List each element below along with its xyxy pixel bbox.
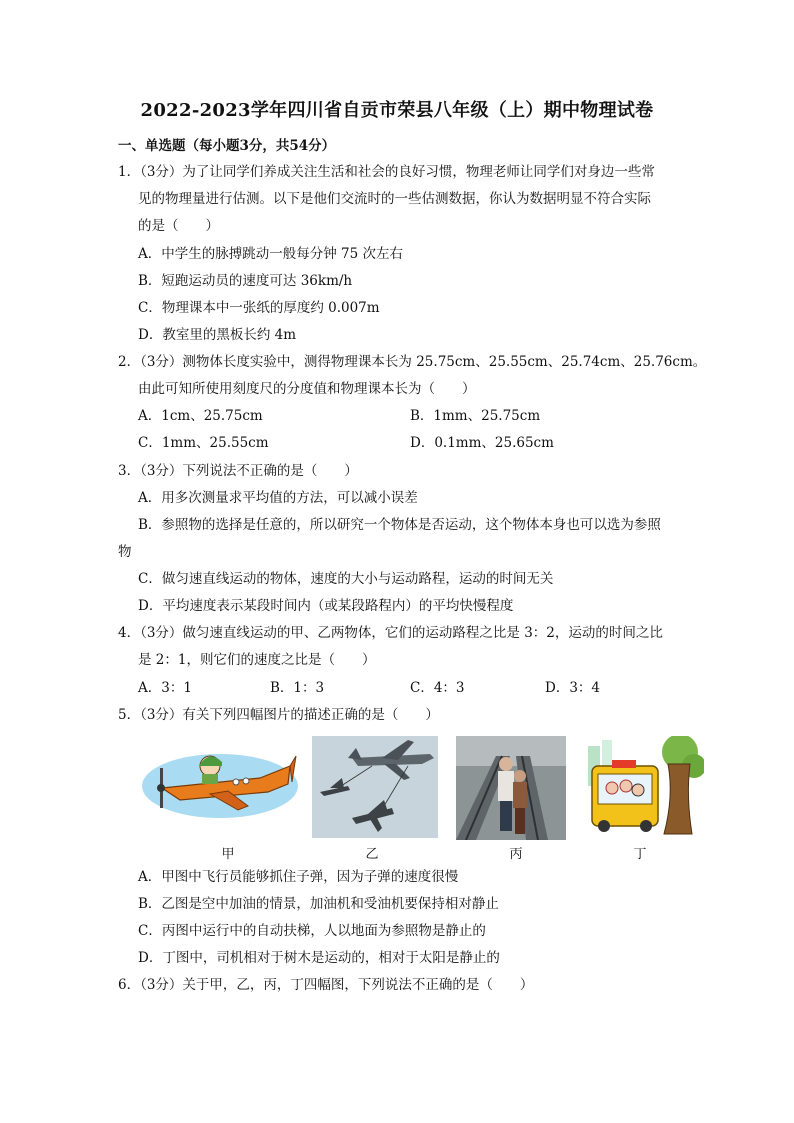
figure-ding-bus-tree bbox=[582, 736, 704, 836]
figure-caption-yi: 乙 bbox=[365, 847, 379, 862]
question-3-option-b: B．参照物的选择是任意的，所以研究一个物体是否运动，这个物体本身也可以选为参照 bbox=[138, 517, 661, 533]
question-2-option-a: A．1cm、25.75cm bbox=[138, 408, 263, 424]
question-5-option-a: A．甲图中飞行员能够抓住子弹，因为子弹的速度很慢 bbox=[138, 869, 459, 885]
question-1-line-2: 见的物理量进行估测。以下是他们交流时的一些估测数据，你认为数据明显不符合实际 bbox=[138, 191, 651, 207]
question-4-option-c: C．4：3 bbox=[410, 680, 465, 696]
section-heading: 一、单选题（每小题3分，共54分） bbox=[118, 138, 336, 154]
question-5-option-c: C．丙图中运行中的自动扶梯，人以地面为参照物是静止的 bbox=[138, 923, 486, 939]
question-3-option-b-wrap: 物 bbox=[118, 544, 132, 560]
figure-caption-ding: 丁 bbox=[633, 847, 647, 862]
figure-caption-jia: 甲 bbox=[221, 847, 235, 862]
question-3-option-d: D．平均速度表示某段时间内（或某段路程内）的平均快慢程度 bbox=[138, 598, 514, 614]
question-2-line-1: 2．（3分）测物体长度实验中，测得物理课本长为 25.75cm、25.55cm、25.74cm、25.76cm。 bbox=[118, 354, 707, 370]
question-5-line-1: 5．（3分）有关下列四幅图片的描述正确的是（ ） bbox=[118, 707, 439, 723]
question-6-line-1: 6．（3分）关于甲，乙，丙，丁四幅图，下列说法不正确的是（ ） bbox=[118, 977, 534, 993]
question-5-option-b: B．乙图是空中加油的情景，加油机和受油机要保持相对静止 bbox=[138, 896, 499, 912]
question-4-line-1: 4．（3分）做匀速直线运动的甲、乙两物体，它们的运动路程之比是 3：2，运动的时间之比 bbox=[118, 625, 663, 641]
question-4-option-b: B．1：3 bbox=[270, 680, 325, 696]
question-1-option-a: A．中学生的脉搏跳动一般每分钟 75 次左右 bbox=[138, 246, 404, 262]
question-4-option-a: A．3：1 bbox=[138, 680, 192, 696]
question-4-option-d: D．3：4 bbox=[545, 680, 601, 696]
figure-caption-bing: 丙 bbox=[509, 847, 523, 862]
question-1-option-d: D．教室里的黑板长约 4m bbox=[138, 327, 297, 343]
question-2-line-2: 由此可知所使用刻度尺的分度值和物理课本长为（ ） bbox=[138, 381, 476, 397]
question-4-line-2: 是 2：1，则它们的速度之比是（ ） bbox=[138, 652, 376, 668]
question-3-option-c: C．做匀速直线运动的物体，速度的大小与运动路程，运动的时间无关 bbox=[138, 571, 554, 587]
question-3-line-1: 3．（3分）下列说法不正确的是（ ） bbox=[118, 463, 358, 479]
figure-jia-pilot-plane bbox=[140, 736, 300, 831]
question-2-option-c: C．1mm、25.55cm bbox=[138, 435, 269, 451]
page-title: 2022-2023学年四川省自贡市荣县八年级（上）期中物理试卷 bbox=[140, 100, 654, 121]
question-1-line-1: 1．（3分）为了让同学们养成关注生活和社会的良好习惯，物理老师让同学们对身边一些常 bbox=[118, 164, 655, 180]
question-2-option-b: B．1mm、25.75cm bbox=[410, 408, 541, 424]
figure-bing-escalator bbox=[456, 736, 566, 840]
question-5-option-d: D．丁图中，司机相对于树木是运动的，相对于太阳是静止的 bbox=[138, 950, 500, 966]
question-1-option-b: B．短跑运动员的速度可达 36km/h bbox=[138, 273, 353, 289]
figure-yi-aerial-refueling bbox=[312, 736, 438, 838]
question-1-line-3: 的是（ ） bbox=[138, 218, 219, 234]
question-1-option-c: C．物理课本中一张纸的厚度约 0.007m bbox=[138, 300, 380, 316]
question-2-option-d: D．0.1mm、25.65cm bbox=[410, 435, 554, 451]
question-3-option-a: A．用多次测量求平均值的方法，可以减小误差 bbox=[138, 490, 418, 506]
